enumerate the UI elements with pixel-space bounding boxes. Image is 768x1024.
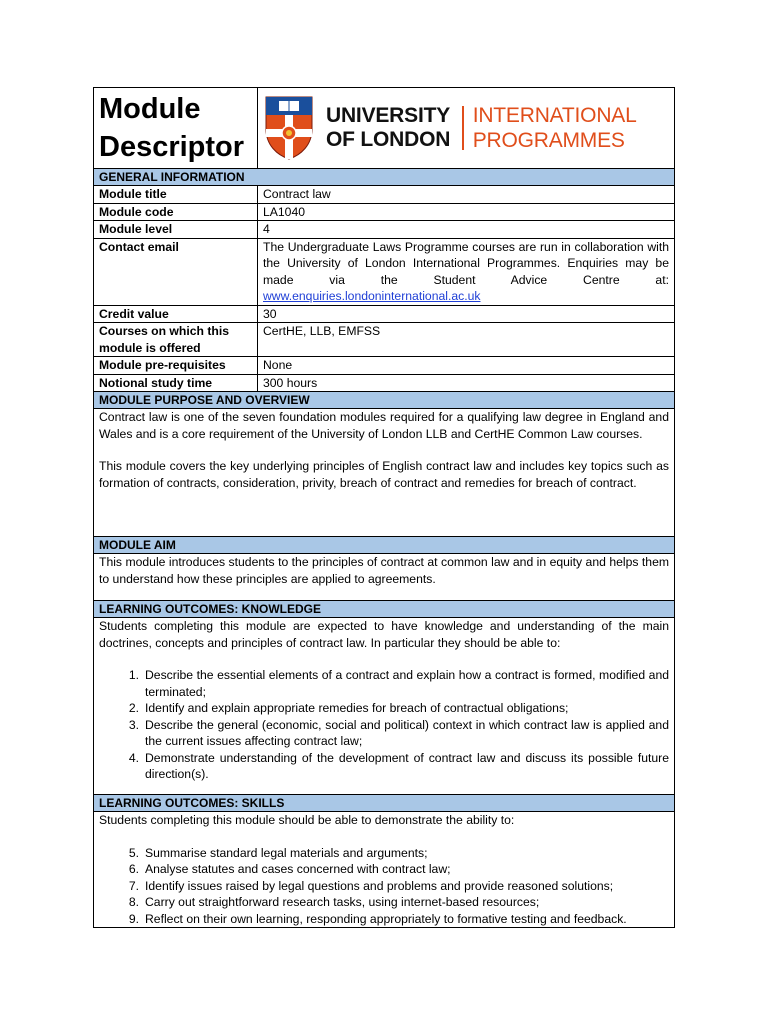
- list-item: 7. Identify issues raised by legal questions and problems and provide reasoned solutions;: [128, 878, 614, 893]
- info-row: Module level 4: [94, 221, 675, 239]
- section-knowledge-heading: LEARNING OUTCOMES: KNOWLEDGE: [94, 601, 675, 618]
- section-general-heading: GENERAL INFORMATION: [94, 169, 675, 186]
- module-descriptor-document: [93, 87, 675, 928]
- section-purpose-heading: MODULE PURPOSE AND OVERVIEW: [94, 392, 675, 409]
- header-row: [94, 88, 675, 169]
- info-row: Contact email The Undergraduate Laws Programme courses are run in collaboration with the University of London International Programmes. Enquiries may be made via the Student Advice Centre at: www.enquiries.londoninternational.ac.uk: [94, 238, 675, 305]
- list-item: 9. Reflect on their own learning, responding appropriately to formative testing and feedback.: [128, 911, 627, 926]
- list-item: 2. Identify and explain appropriate remedies for breach of contractual obligations;: [128, 701, 569, 715]
- info-row: Module title Contract law: [94, 186, 675, 204]
- skills-outcomes-list: [99, 845, 669, 928]
- section-skills-heading: LEARNING OUTCOMES: SKILLS: [94, 795, 675, 812]
- info-row: Module code LA1040: [94, 203, 675, 221]
- list-item: 5. Summarise standard legal materials and arguments;: [128, 845, 428, 860]
- module-code-value: LA1040: [258, 203, 675, 221]
- purpose-body: [94, 409, 675, 537]
- module-level-value: 4: [258, 221, 675, 239]
- list-item: 8. Carry out straightforward research tasks, using internet-based resources;: [128, 895, 540, 909]
- list-item: 4. Demonstrate understanding of the development of contract law and discuss its possible future direction(s).: [128, 750, 669, 781]
- knowledge-body: [94, 618, 675, 795]
- module-title-value: Contract law: [258, 186, 675, 204]
- university-crest-icon: [264, 95, 314, 161]
- university-logo: [258, 90, 674, 166]
- logo-divider: [462, 106, 464, 150]
- info-row: Module pre-requisites None: [94, 357, 675, 375]
- logo-cell: [258, 88, 675, 169]
- purpose-paragraph: This module covers the key underlying principles of English contract law and includes key topics such as formation of contracts, consideration, privity, breach of contract and remedies for breach of contract.: [99, 459, 669, 490]
- study-time-value: 300 hours: [258, 374, 675, 392]
- info-row: Notional study time 300 hours: [94, 374, 675, 392]
- list-item: 6. Analyse statutes and cases concerned with contract law;: [128, 862, 451, 876]
- enquiries-link[interactable]: www.enquiries.londoninternational.ac.uk: [263, 289, 481, 303]
- page-title: Module Descriptor: [94, 88, 258, 169]
- info-row: Courses on which this module is offered CertHE, LLB, EMFSS: [94, 323, 675, 357]
- uol-wordmark: UNIVERSITY OF LONDON: [326, 104, 451, 151]
- aim-body: [94, 554, 675, 601]
- descriptor-table: [93, 87, 675, 928]
- courses-value: CertHE, LLB, EMFSS: [258, 323, 675, 357]
- list-item: 1. Describe the essential elements of a contract and explain how a contract is formed, modified and terminated;: [128, 668, 669, 699]
- purpose-paragraph: Contract law is one of the seven foundation modules required for a qualifying law degree in England and Wales and is a core requirement of the University of London LLB and CertHE Common Law courses.: [99, 410, 669, 441]
- list-item: 3. Describe the general (economic, social and political) context in which contract law is applied and the current issues affecting contract law;: [128, 717, 669, 748]
- ip-wordmark: INTERNATIONAL PROGRAMMES: [472, 104, 637, 152]
- contact-email-value: The Undergraduate Laws Programme courses are run in collaboration with the University of London International Programmes. Enquiries may be made via the Student Advice Centre at: www.enquiries.londoninternational.ac.uk: [258, 238, 675, 305]
- prerequisites-value: None: [258, 357, 675, 375]
- credit-value: 30: [258, 305, 675, 323]
- aim-paragraph: This module introduces students to the principles of contract at common law and in equity and helps them to understand how these principles are applied to agreements.: [99, 555, 669, 586]
- skills-intro: Students completing this module should be able to demonstrate the ability to:: [99, 813, 515, 827]
- section-aim-heading: MODULE AIM: [94, 537, 675, 554]
- knowledge-intro: Students completing this module are expected to have knowledge and understanding of the main doctrines, concepts and principles of contract law. In particular they should be able to:: [99, 619, 669, 650]
- info-row: Credit value 30: [94, 305, 675, 323]
- knowledge-outcomes-list: [99, 667, 669, 783]
- skills-body: [94, 812, 675, 928]
